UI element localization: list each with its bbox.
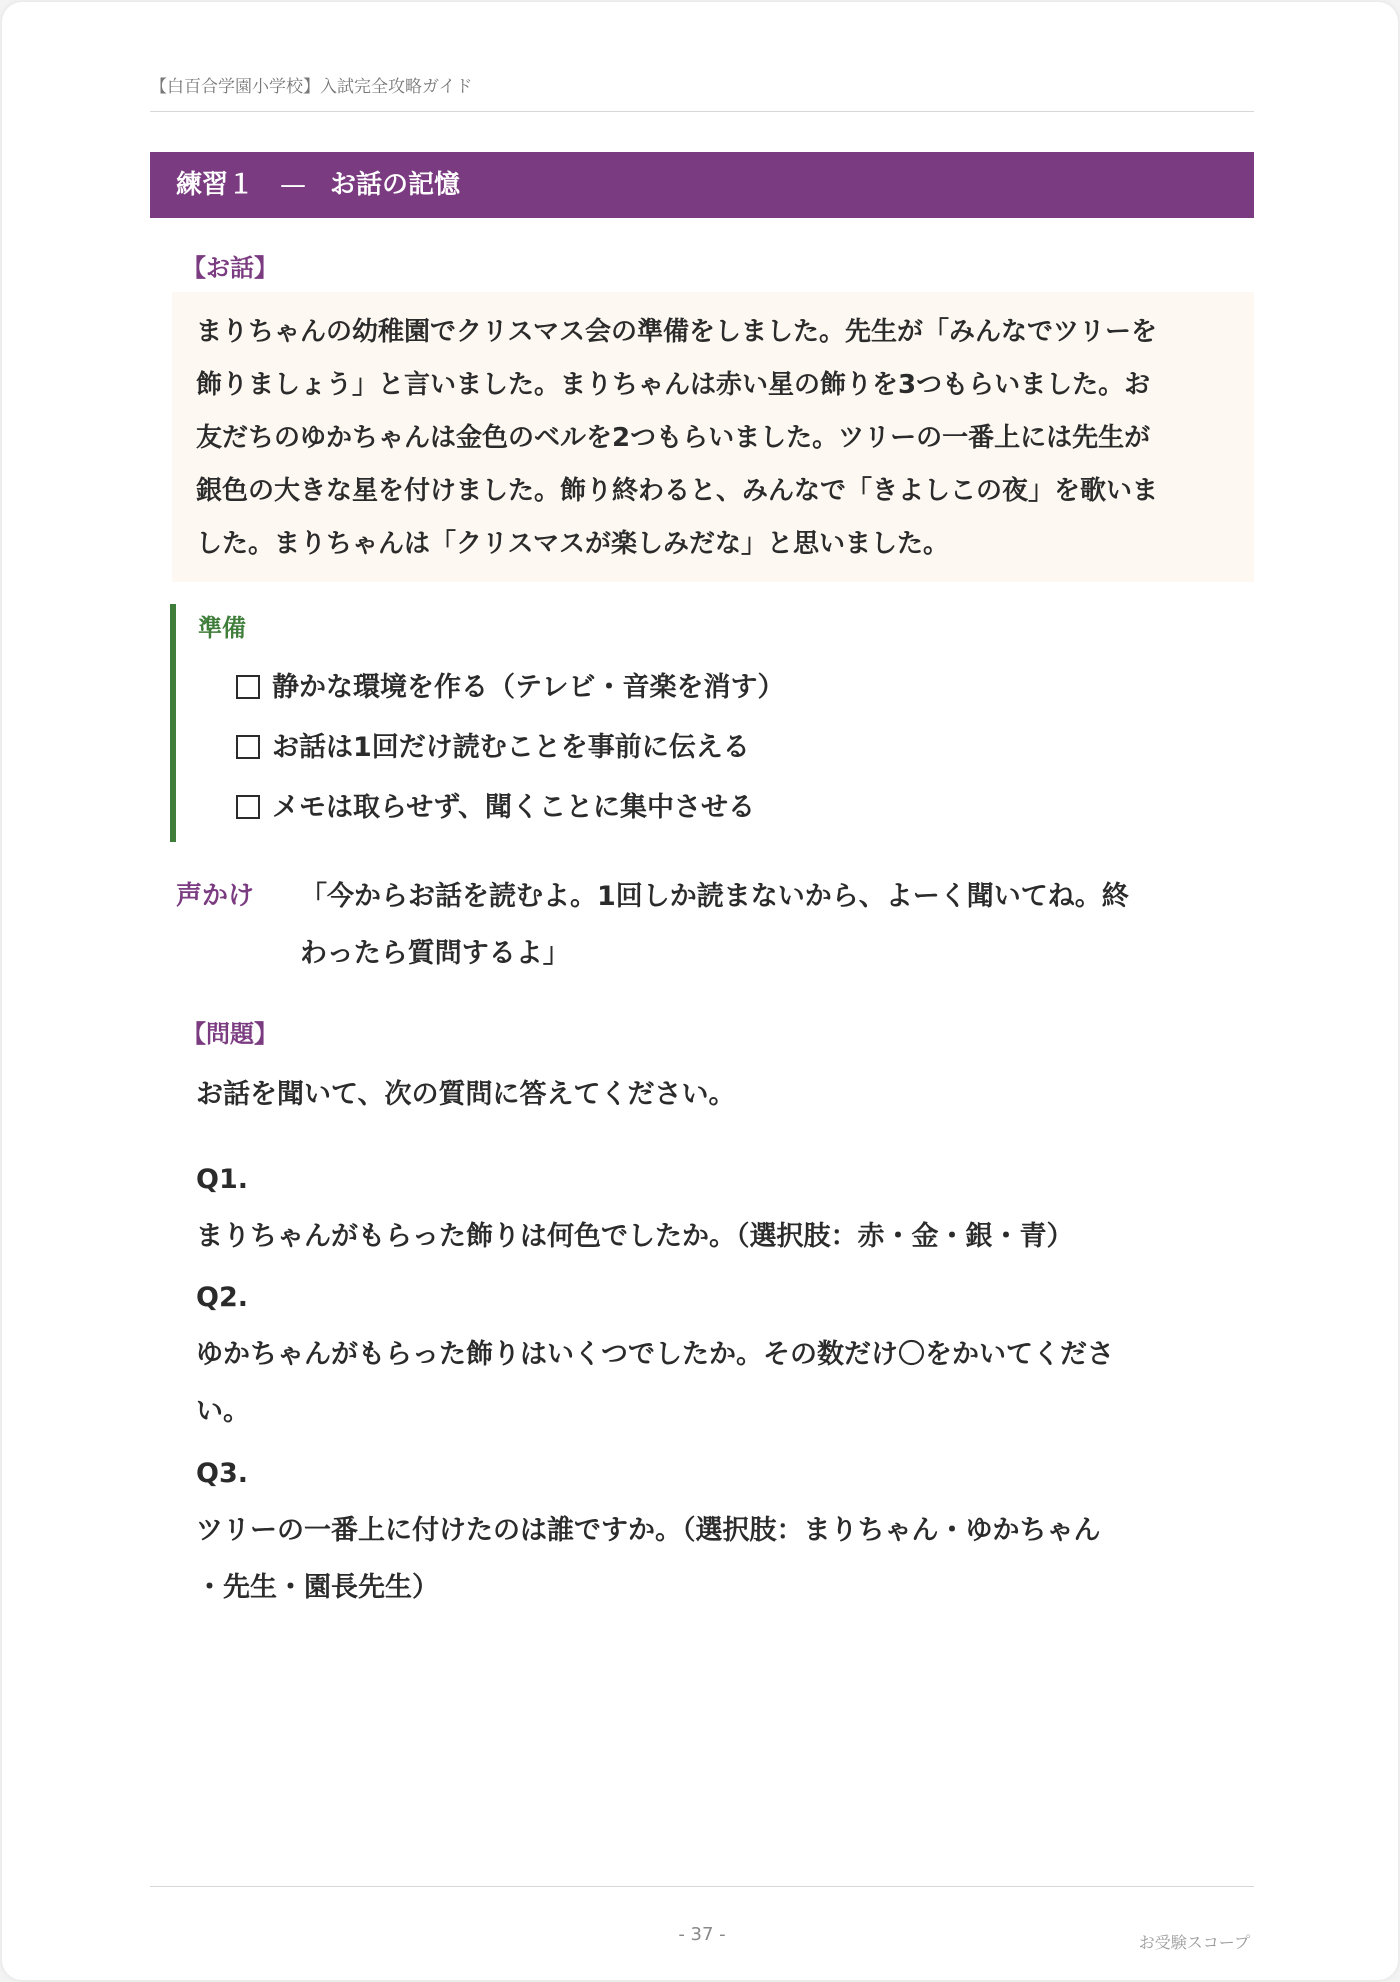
question-line: ゆかちゃんがもらった飾りはいくつでしたか。その数だけ〇をかいてくださ [196,1339,1114,1370]
checkbox-icon[interactable] [236,735,260,759]
problems-intro: お話を聞いて、次の質問に答えてください。 [196,1079,736,1110]
prep-item [236,730,750,766]
preparation-box [170,604,1254,842]
question-number: Q2. [196,1282,248,1313]
story-line: まりちゃんの幼稚園でクリスマス会の準備をしました。先生が「みんなでツリーを [196,317,1157,347]
prep-item-text: お話は1回だけ読むことを事前に伝える [272,732,750,763]
prep-item [236,670,784,706]
prep-item-text: 静かな環境を作る（テレビ・音楽を消す） [272,672,785,703]
story-label: 【お話】 [182,254,278,282]
title-name: お話の記憶 [330,170,461,200]
checkbox-icon[interactable] [236,795,260,819]
voice-line: わったら質問するよ」 [300,938,570,969]
running-header: 【白百合学園小学校】入試完全攻略ガイド [150,74,1254,112]
question-line: い。 [196,1396,250,1427]
voice-line: 「今からお話を読むよ。1回しか読まないから、よーく聞いてね。終 [300,881,1129,912]
page [2,2,1398,1980]
question-number: Q3. [196,1458,248,1489]
voice-text [300,868,1240,982]
section-title-bar [150,152,1254,218]
brand-name: お受験スコープ [1138,1933,1250,1952]
checkbox-icon[interactable] [236,675,260,699]
question-text [196,1502,1246,1616]
story-box [172,292,1254,582]
question-number: Q1. [196,1164,248,1195]
story-line: した。まりちゃんは「クリスマスが楽しみだな」と思いました。 [196,529,949,559]
question-text: まりちゃんがもらった飾りは何色でしたか。（選択肢：赤・金・銀・青） [196,1221,1074,1252]
voice-label: 声かけ [176,881,255,911]
question-line: ・先生・園長先生） [196,1572,439,1603]
problems-label: 【問題】 [182,1020,278,1048]
prep-item-text: メモは取らせず、聞くことに集中させる [272,792,756,823]
prep-item [236,790,755,826]
footer-divider [150,1886,1254,1887]
story-line: 友だちのゆかちゃんは金色のベルを2つもらいました。ツリーの一番上には先生が [196,423,1151,453]
question-line: ツリーの一番上に付けたのは誰ですか。（選択肢：まりちゃん・ゆかちゃん [196,1515,1101,1546]
question-text [196,1326,1246,1440]
title-prefix: 練習１ [176,170,255,200]
story-line: 銀色の大きな星を付けました。飾り終わると、みんなで「きよしこの夜」を歌いま [196,476,1159,506]
preparation-label: 準備 [198,614,246,642]
story-line: 飾りましょう」と言いました。まりちゃんは赤い星の飾りを3つもらいました。お [196,370,1151,400]
title-dash: — [280,170,307,200]
page-number: - 37 - [678,1924,726,1945]
